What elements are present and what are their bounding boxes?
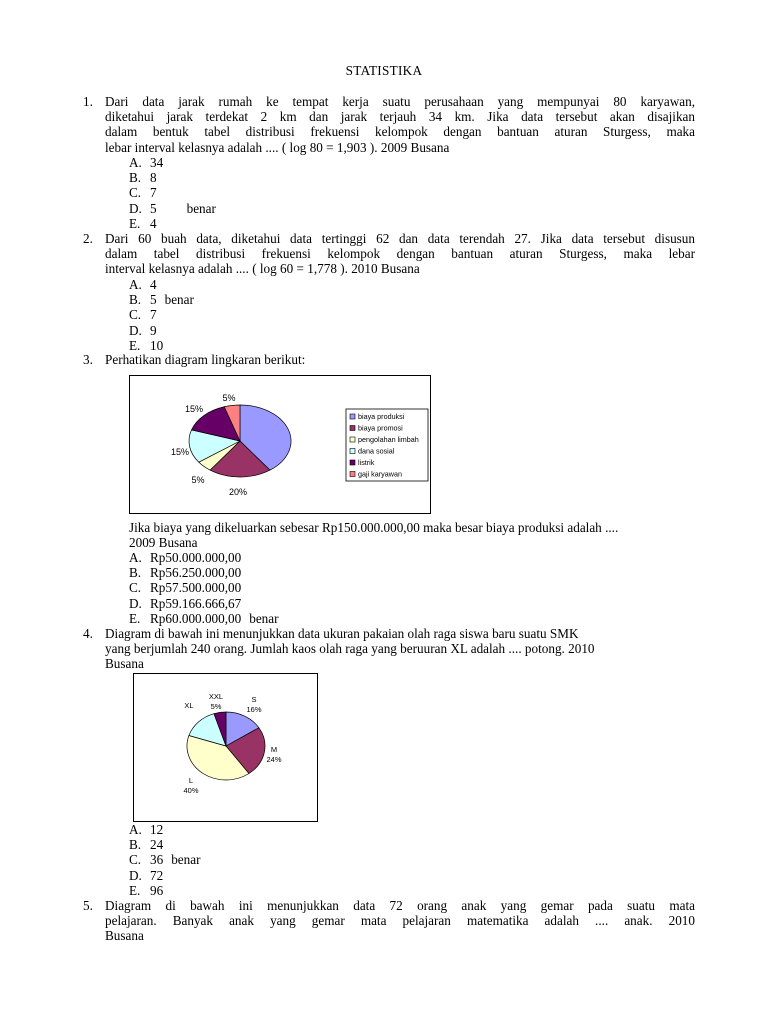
- option-a: A. 4: [129, 277, 157, 292]
- option-c: C. Rp57.500.000,00: [129, 580, 242, 596]
- pie-label-biaya-promosi-value: 20%: [228, 487, 248, 497]
- option-d: D. Rp59.166.666,67: [129, 595, 242, 611]
- option-c: C. 7: [129, 307, 157, 323]
- page-title: STATISTIKA: [345, 63, 423, 78]
- question-text-line: yang berjumlah 240 orang. Jumlah kaos olah raga yang beruuran XL adalah .... potong. 2010: [105, 641, 595, 657]
- pie-chart-svg: [134, 674, 317, 821]
- question-5: [83, 898, 695, 944]
- legend-swatch-dana-sosial: [350, 449, 355, 454]
- pie-label-dana-sosial-value: 15%: [170, 447, 190, 457]
- option-e: E. 10: [129, 337, 164, 353]
- answer-mark: benar: [186, 200, 216, 216]
- question-number: 5.: [83, 898, 93, 913]
- legend-entry-dana-sosial: dana sosial: [358, 446, 395, 456]
- legend-swatch-pengolahan-limbah: [350, 437, 355, 442]
- pie-label-m-value: 24%: [266, 755, 282, 764]
- question-text-line: Diagram di bawah ini menunjukkan data 72 orang anak yang gemar pada suatu mata: [105, 898, 695, 913]
- answer-mark: benar: [171, 852, 201, 868]
- question-2: [83, 231, 695, 277]
- option-e: E. 4: [129, 215, 157, 231]
- question-number: 2.: [83, 231, 93, 246]
- legend-entry-biaya-produksi: biaya produksi: [358, 412, 405, 421]
- pie-label-xxl-name: XXL: [208, 692, 224, 701]
- question-text-line: Jika biaya yang dikeluarkan sebesar Rp150.000.000,00 maka besar biaya produksi adalah ....: [129, 520, 619, 535]
- question-text-line: dalam bentuk tabel distribusi frekuensi kelompok dengan bantuan aturan Sturgess, maka: [105, 124, 695, 140]
- question-4: [83, 626, 695, 672]
- legend-entry-listrik: listrik: [358, 458, 375, 467]
- pie-label-listrik-value: 15%: [184, 404, 204, 414]
- question-number: 1.: [83, 94, 93, 109]
- question-1: [83, 94, 695, 155]
- pie-label-xl-name: XL: [184, 701, 194, 710]
- question-text-line: diketahui jarak terdekat 2 km dan jarak terjauh 34 km. Jika data tersebut akan disajikan: [105, 109, 695, 125]
- pie-label-l-value: 40%: [183, 786, 199, 795]
- question-number: 4.: [83, 626, 93, 641]
- pie-label-xxl-value: 5%: [210, 702, 222, 711]
- pie-chart-svg: [130, 376, 430, 513]
- option-b: B. 24: [129, 837, 164, 853]
- option-e: E. Rp60.000.000,00 benar: [129, 610, 279, 626]
- question-text-line: Diagram di bawah ini menunjukkan data ukuran pakaian olah raga siswa baru suatu SMK: [105, 626, 579, 641]
- question-text-line: 2009 Busana: [129, 535, 198, 551]
- legend-swatch-biaya-produksi: [350, 414, 355, 419]
- option-e: E. 96: [129, 882, 164, 898]
- pie-label-l-name: L: [188, 776, 194, 785]
- question-text-line: Busana: [105, 928, 144, 944]
- question-3-followup: [129, 520, 695, 550]
- question-text-line: Busana: [105, 656, 144, 672]
- question-text-line: dalam tabel distribusi frekuensi kelompok dengan bantuan aturan Sturgess, maka lebar: [105, 246, 695, 262]
- question-text-line: interval kelasnya adalah .... ( log 60 = 1,778 ). 2010 Busana: [105, 261, 420, 277]
- legend-entry-biaya-promosi: biaya promosi: [358, 423, 403, 433]
- answer-mark: benar: [249, 610, 279, 626]
- pie-label-m-name: M: [270, 745, 278, 754]
- pie-label-pengolahan-limbah-value: 5%: [191, 475, 205, 485]
- option-a: A. Rp50.000.000,00: [129, 550, 242, 565]
- question-3: [83, 352, 695, 367]
- option-a: A. 34: [129, 155, 164, 170]
- question-text-line: Dari 60 buah data, diketahui data tertinggi 62 dan data terendah 27. Jika data tersebut disusun: [105, 231, 695, 246]
- legend-swatch-listrik: [350, 460, 355, 465]
- option-b: B. Rp56.250.000,00: [129, 565, 242, 581]
- question-number: 3.: [83, 352, 93, 367]
- pie-label-s-value: 16%: [246, 705, 262, 714]
- answer-mark: benar: [164, 292, 194, 308]
- option-d: D. 9: [129, 322, 157, 338]
- options-3: [129, 550, 279, 626]
- question-text-line: Dari data jarak rumah ke tempat kerja suatu perusahaan yang mempunyai 80 karyawan,: [105, 94, 695, 109]
- legend-entry-pengolahan-limbah: pengolahan limbah: [358, 435, 419, 444]
- option-b: B. 5 benar: [129, 292, 194, 308]
- option-b: B. 8: [129, 170, 157, 186]
- question-text-line: lebar interval kelasnya adalah .... ( log 80 = 1,903 ). 2009 Busana: [105, 139, 450, 155]
- pie-chart-biaya: [129, 375, 431, 514]
- option-a: A. 12: [129, 822, 164, 837]
- option-c: C. 7: [129, 185, 157, 201]
- option-c: C. 36 benar: [129, 852, 201, 868]
- question-text-line: Perhatikan diagram lingkaran berikut:: [105, 352, 306, 367]
- option-d: D. 5 benar: [129, 200, 216, 216]
- legend-swatch-gaji-karyawan: [350, 472, 355, 477]
- option-d: D. 72: [129, 867, 164, 883]
- legend-entry-gaji-karyawan: gaji karyawan: [358, 469, 402, 479]
- pie-label-s-name: S: [251, 695, 257, 704]
- options-2: [129, 277, 194, 353]
- pie-label-gaji-karyawan-value: 5%: [222, 393, 236, 403]
- question-text-line: pelajaran. Banyak anak yang gemar mata pelajaran matematika adalah .... anak. 2010: [105, 913, 695, 929]
- legend-swatch-biaya-promosi: [350, 426, 355, 431]
- options-4: [129, 822, 200, 898]
- pie-chart-ukuran: [133, 673, 318, 822]
- options-1: [129, 155, 216, 231]
